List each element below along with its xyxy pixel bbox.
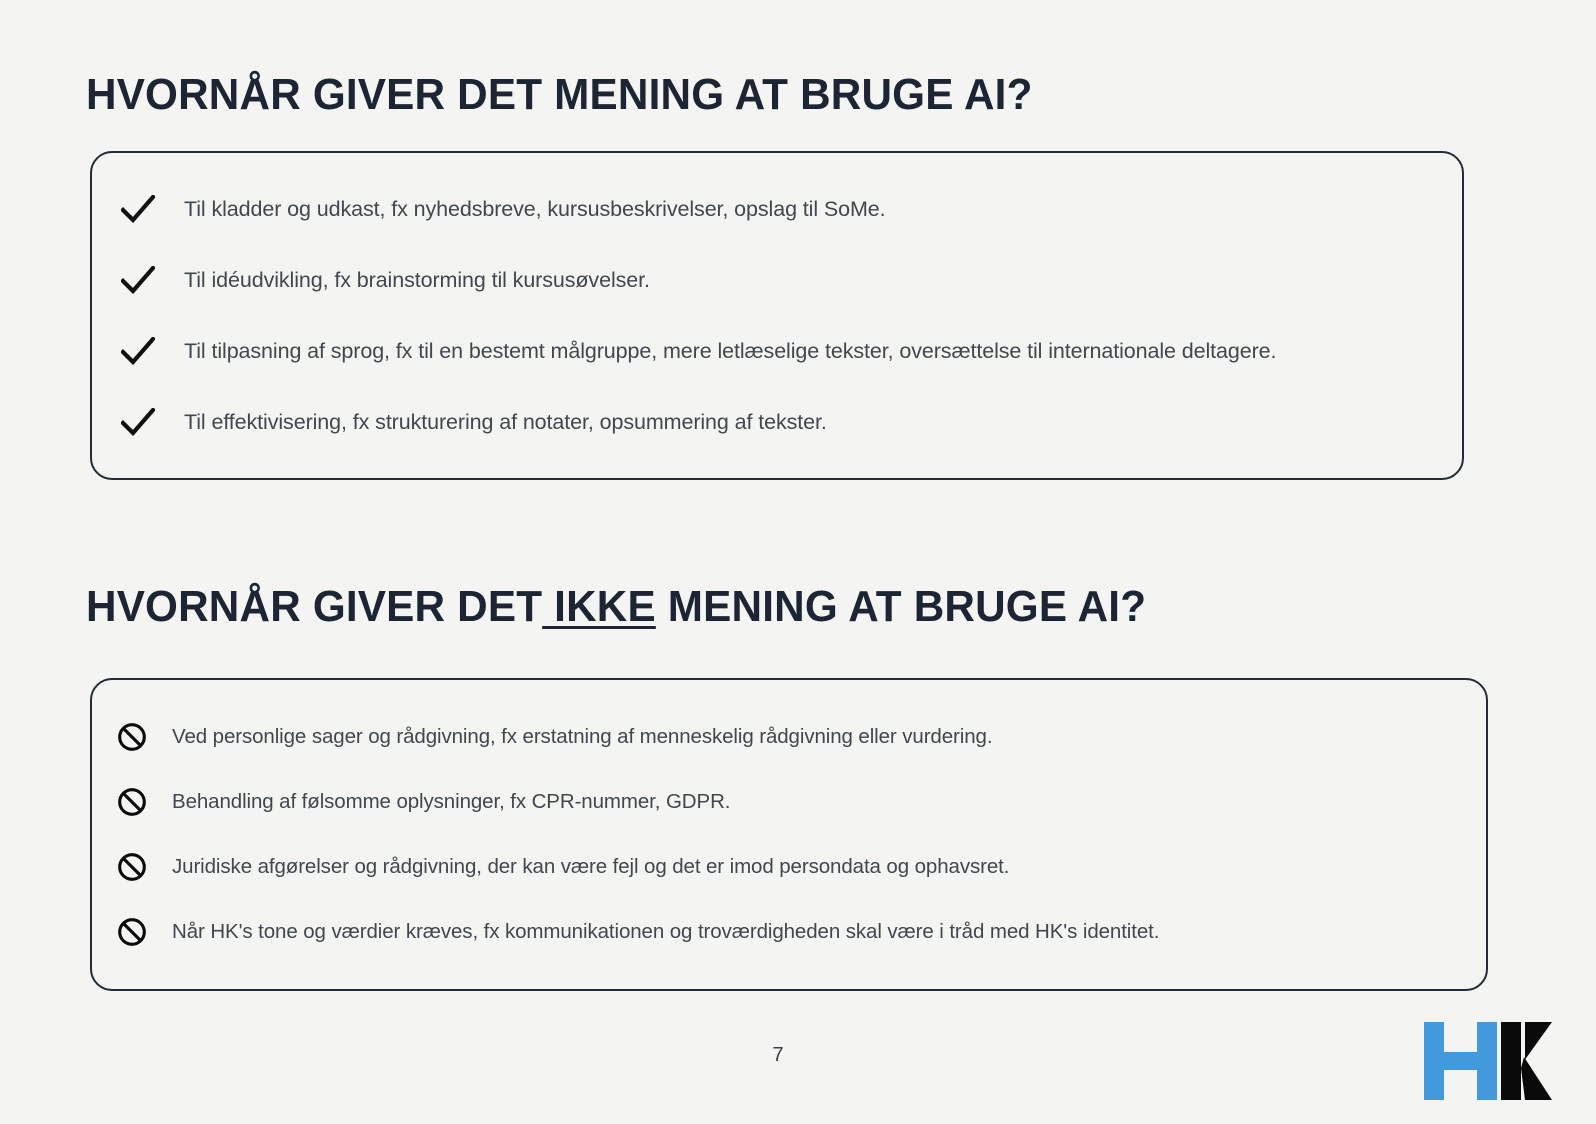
hk-logo [1424,1022,1570,1100]
heading-emphasis: IKKE [542,582,656,631]
panel-when-ai-makes-sense [90,151,1464,480]
heading-suffix: MENING AT BRUGE AI? [655,582,1147,631]
list-item [92,387,1462,458]
list-item [92,705,1486,770]
page-title-when-ai-makes-sense [86,70,1033,120]
heading-prefix: HVORNÅR GIVER DET [86,582,543,631]
list-when-ai-makes-sense [92,153,1462,478]
check-icon [114,190,162,228]
list-item [92,316,1462,387]
list-item-label: Til tilpasning af sprog, fx til en bestemt målgruppe, mere letlæselige tekster, oversættelse til internationale deltagere. [184,338,1277,363]
list-when-ai-does-not-make-sense [92,680,1486,989]
list-item-label: Når HK's tone og værdier kræves, fx kommunikationen og troværdigheden skal være i tråd med HK's identitet. [172,920,1160,944]
list-item-label: Til effektivisering, fx strukturering af notater, opsummering af tekster. [184,409,827,434]
check-icon [114,403,162,441]
list-item [92,900,1486,965]
list-item [92,770,1486,835]
prohibition-icon [110,785,154,819]
list-item-label: Behandling af følsomme oplysninger, fx CPR-nummer, GDPR. [172,790,731,814]
heading-prefix: HVORNÅR GIVER DET MENING AT BRUGE AI? [86,70,1033,119]
check-icon [114,332,162,370]
list-item-label: Ved personlige sager og rådgivning, fx erstatning af menneskelig rådgivning eller vurdering. [172,725,993,749]
prohibition-icon [110,915,154,949]
prohibition-icon [110,850,154,884]
list-item-label: Til kladder og udkast, fx nyhedsbreve, kursusbeskrivelser, opslag til SoMe. [184,196,886,221]
list-item [92,245,1462,316]
list-item [92,174,1462,245]
page-number: 7 [772,1044,784,1066]
list-item-label: Juridiske afgørelser og rådgivning, der kan være fejl og det er imod persondata og ophavsret. [172,855,1010,879]
prohibition-icon [110,720,154,754]
check-icon [114,261,162,299]
list-item [92,835,1486,900]
panel-when-ai-does-not-make-sense [90,678,1488,991]
list-item-label: Til idéudvikling, fx brainstorming til kursusøvelser. [184,267,650,292]
page-title-when-ai-does-not-make-sense [86,582,1146,632]
